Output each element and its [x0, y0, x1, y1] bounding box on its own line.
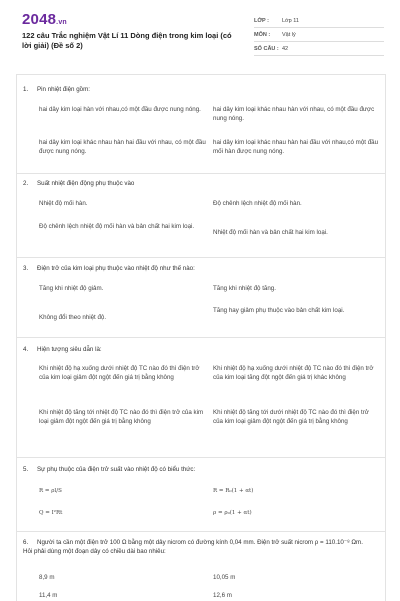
question-prompt: Hiện tượng siêu dẫn là:: [37, 346, 102, 353]
meta-row-class: [254, 14, 384, 28]
answer-option-b[interactable]: hai dây kim loại khác nhau hàn với nhau, có một đầu được nung nóng.: [213, 106, 375, 122]
meta-row-subject: [254, 28, 384, 42]
question-text: [23, 345, 102, 354]
document-title: 122 câu Trắc nghiệm Vật Lí 11 Dòng điện trong kim loại (có lời giải) (Đề số 2): [22, 31, 232, 50]
answer-option-d[interactable]: Tăng hay giảm phụ thuộc vào bản chất kim loại.: [213, 307, 345, 314]
question-number: 1.: [23, 86, 29, 93]
question-prompt: Sự phụ thuộc của điện trở suất vào nhiệt độ có biểu thức:: [37, 466, 196, 473]
answer-option-d[interactable]: Khi nhiệt độ tăng tới dưới nhiệt độ TC nào đó thì điện trở của kim loại giảm đột ngột đến giá trị bằng không: [213, 409, 369, 425]
question-4: [17, 337, 385, 458]
answer-option-b[interactable]: R = R₀(1 + αt): [213, 488, 254, 494]
question-3: [17, 257, 385, 338]
question-number: 4.: [23, 346, 29, 353]
question-6: [17, 531, 385, 601]
answer-option-d[interactable]: 12,6 m: [213, 592, 232, 599]
answer-option-a[interactable]: Khi nhiệt độ hạ xuống dưới nhiệt độ TC nào đó thì điện trở của kim loại giảm đột ngột đến giá trị bằng không: [39, 365, 200, 381]
meta-key: SỐ CÂU :: [254, 45, 279, 52]
question-prompt: Pin nhiệt điện gồm:: [37, 86, 90, 93]
question-prompt: Suất nhiệt điện động phụ thuộc vào: [37, 180, 135, 187]
answer-option-a[interactable]: hai dây kim loại hàn với nhau,có một đầu được nung nóng.: [39, 106, 201, 113]
question-prompt: Điện trở của kim loại phụ thuộc vào nhiệt độ như thế nào:: [37, 265, 195, 272]
answer-option-d[interactable]: hai dây kim loại khác nhau hàn hai đầu với nhau,có một đầu mối hàn được nung nóng.: [213, 139, 379, 155]
answer-option-c[interactable]: Không đổi theo nhiệt độ.: [39, 314, 107, 321]
answer-option-b[interactable]: Tăng khi nhiệt độ tăng.: [213, 285, 276, 292]
meta-value: 42: [282, 45, 289, 52]
answer-option-d[interactable]: ρ = ρ₀(1 + αt): [213, 510, 252, 516]
question-text: [23, 538, 373, 556]
question-5: [17, 457, 385, 532]
site-logo[interactable]: [22, 11, 67, 28]
answer-option-c[interactable]: hai dây kim loại khác nhau hàn hai đầu với nhau, có một đầu được nung nóng.: [39, 139, 206, 155]
answer-option-d[interactable]: Nhiệt độ mối hàn và bản chất hai kim loại.: [213, 229, 328, 236]
question-text: [23, 264, 195, 273]
question-number: 2.: [23, 180, 29, 187]
meta-value: Vật lý: [282, 31, 296, 38]
answer-option-c[interactable]: Khi nhiệt độ tăng tới nhiệt độ TC nào đó thì điện trở của kim loại giảm đột ngột đến giá trị bằng không: [39, 409, 204, 425]
question-text: [23, 85, 90, 94]
question-text: [23, 465, 195, 474]
answer-option-b[interactable]: Khi nhiệt độ hạ xuống dưới nhiệt độ TC nào đó thì điện trở của kim loại tăng đột ngột đến giá trị khác không: [213, 365, 374, 381]
meta-row-count: [254, 42, 384, 56]
meta-key: LỚP :: [254, 17, 269, 24]
logo-text: 2048: [22, 11, 57, 28]
answer-option-c[interactable]: Q = I²Rt: [39, 510, 63, 516]
meta-panel: [254, 14, 384, 56]
answer-option-c[interactable]: Độ chênh lệch nhiệt độ mối hàn và bản chất hai kim loại.: [39, 223, 195, 230]
answer-option-c[interactable]: 11,4 m: [39, 592, 58, 599]
answer-option-a[interactable]: Tăng khi nhiệt độ giảm.: [39, 285, 104, 292]
meta-key: MÔN :: [254, 31, 271, 38]
question-list: [16, 74, 386, 601]
logo-suffix: .vn: [56, 19, 67, 26]
question-prompt: Người ta cần một điện trở 100 Ω bằng một dây nicrom có đường kính 0,04 mm. Điện trở suất nicrom ρ = 110.10⁻⁸ Ωm. Hỏi phải dùng một đoạn dây có chiều dài bao nhiêu:: [23, 539, 363, 555]
header: [0, 0, 400, 64]
question-number: 5.: [23, 466, 29, 473]
question-number: 6.: [23, 539, 29, 546]
answer-option-a[interactable]: Nhiệt độ mối hàn.: [39, 200, 88, 207]
answer-option-b[interactable]: 10,05 m: [213, 574, 236, 581]
answer-option-b[interactable]: Độ chênh lệch nhiệt độ mối hàn.: [213, 200, 302, 207]
answer-option-a[interactable]: 8,9 m: [39, 574, 55, 581]
question-1: [17, 75, 385, 174]
answer-option-a[interactable]: R = ρl/S: [39, 488, 62, 494]
question-number: 3.: [23, 265, 29, 272]
question-2: [17, 173, 385, 258]
meta-value: Lớp 11: [282, 17, 299, 24]
question-text: [23, 179, 134, 188]
